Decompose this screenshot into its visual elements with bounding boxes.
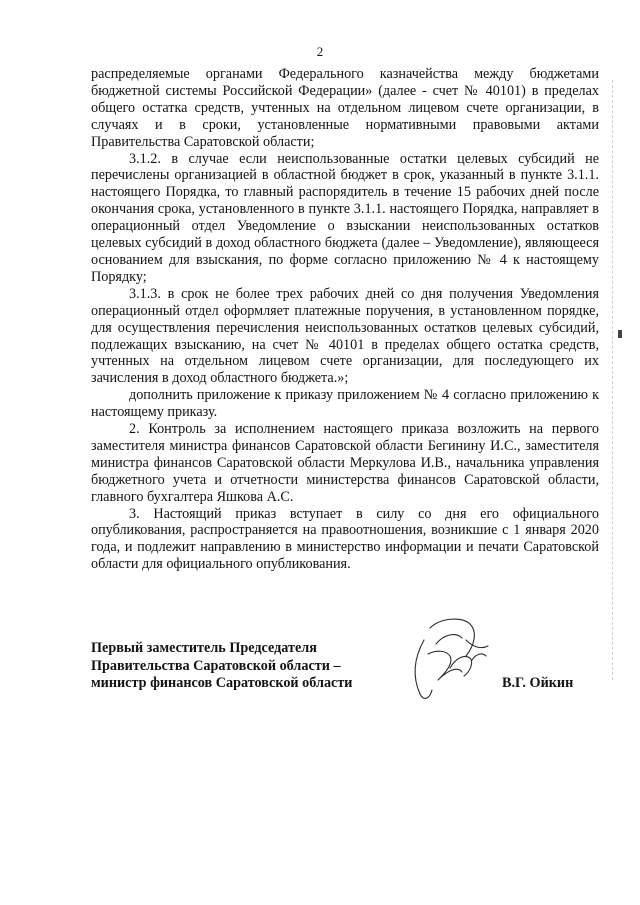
signatory-title-line: Правительства Саратовской области – — [91, 657, 341, 674]
page-number: 2 — [316, 44, 324, 59]
handwritten-signature — [400, 610, 495, 710]
paragraph-continuation: распределяемые органами Федерального казначейства между бюджетами бюджетной системы Российской Федерации» (далее - счет № 40101) в пределах общего остатка средств, учтенных на отдельном лицевом счете организации, в случаях и в сроки, установленные нормативными правовыми актами Правительства Саратовской области; — [91, 66, 599, 150]
document-body — [91, 66, 599, 573]
scan-edge-line — [612, 80, 613, 680]
scan-edge-mark — [618, 330, 622, 338]
signatory-title — [91, 640, 352, 693]
paragraph-effective-date: 3. Настоящий приказ вступает в силу со дня его официального опубликования, распространяется на правоотношения, возникшие с 1 января 2020 года, и подлежит направлению в министерство информации и печати Саратовской области для официального опубликования. — [91, 505, 599, 573]
paragraph-control: 2. Контроль за исполнением настоящего приказа возложить на первого заместителя министра финансов Саратовской области Бегинину И.С., заместителя министра финансов Саратовской области Меркулова И.В., начальника управления бюджетного учета и отчетности министерства финансов Саратовской области, главного бухгалтера Яшкова А.С. — [91, 421, 599, 505]
signatory-title-line: Первый заместитель Председателя — [91, 640, 317, 656]
paragraph-3-1-2: 3.1.2. в случае если неиспользованные остатки целевых субсидий не перечислены организацией в областной бюджет в срок, указанный в пункте 3.1.1. настоящего Порядка, то главный распорядитель в течение 15 рабочих дней после окончания срока, установленного в пункте 3.1.1. настоящего Порядка, направляет в операционный отдел Уведомление о взыскании неиспользованных остатков целевых субсидий в доход областного бюджета (далее – Уведомление), являющееся основанием для взыскания, по форме согласно приложению № 4 к настоящему Порядку; — [91, 150, 599, 285]
signatory-title-line: министр финансов Саратовской области — [91, 675, 353, 691]
signatory-name: В.Г. Ойкин — [502, 675, 574, 691]
paragraph-appendix-addition: дополнить приложение к приказу приложением № 4 согласно приложению к настоящему приказу. — [91, 387, 599, 421]
paragraph-3-1-3: 3.1.3. в срок не более трех рабочих дней со дня получения Уведомления операционный отдел оформляет платежные поручения, в установленном порядке, для осуществления перечисления неиспользованных остатков целевых субсидий, подлежащих взысканию, на счет № 40101 в пределах общего остатка средств, учтенных на отдельном лицевом счете организации, для последующего их зачисления в доход областного бюджета.»; — [91, 285, 599, 387]
